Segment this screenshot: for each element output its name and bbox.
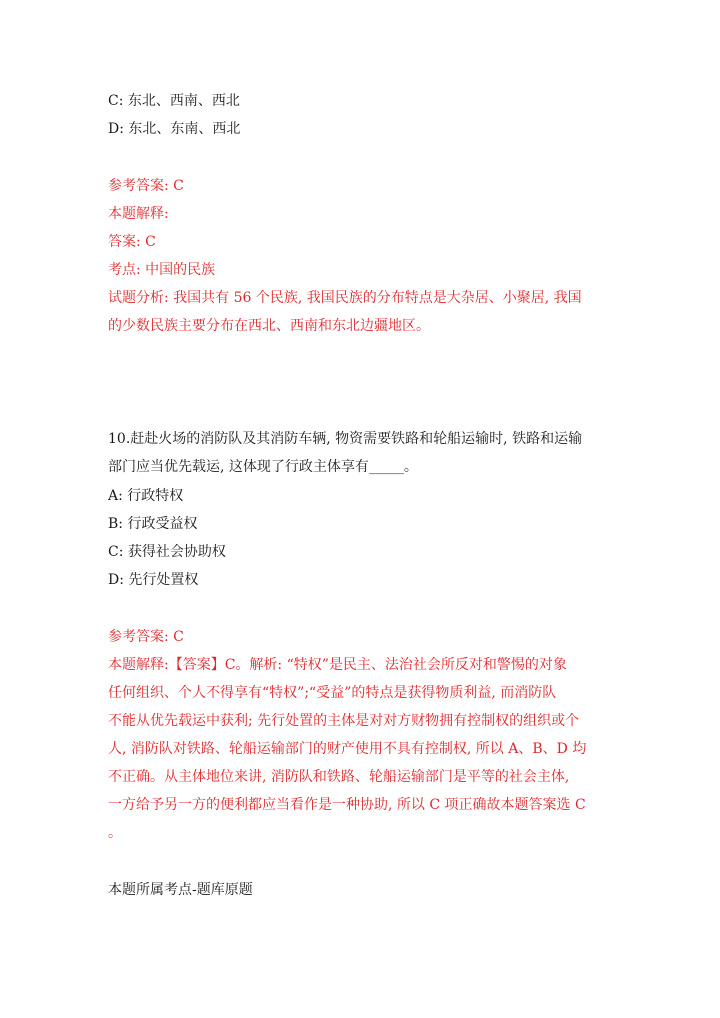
q10-stem-line-2: 部门应当优先载运, 这体现了行政主体享有_____。 [108, 459, 418, 475]
q10-explanation-line-5: 不正确。从主体地位来讲, 消防队和铁路、轮船运输部门是平等的社会主体, [108, 769, 570, 785]
q9-option-d: D: 东北、东南、西北 [108, 121, 241, 137]
q10-explanation-line-4: 人, 消防队对铁路、轮船运输部门的财产使用不具有控制权, 所以 A、B、D 均 [108, 741, 587, 757]
q10-explanation-line-1: 本题解释:【答案】C。解析: “特权”是民主、法治社会所反对和警惕的对象 [108, 657, 567, 673]
q10-option-d: D: 先行处置权 [108, 572, 199, 588]
q10-reference-answer: 参考答案: C [108, 629, 184, 645]
q10-explanation-line-2: 任何组织、个人不得享有“特权”;“受益”的特点是获得物质利益, 而消防队 [108, 685, 557, 701]
q10-option-b: B: 行政受益权 [108, 516, 198, 532]
q10-explanation-line-7: 。 [108, 825, 122, 841]
q9-explanation-label: 本题解释: [108, 206, 169, 222]
q9-reference-answer: 参考答案: C [108, 178, 184, 194]
q10-option-a: A: 行政特权 [108, 488, 184, 504]
q10-explanation-line-3: 不能从优先载运中获利; 先行处置的主体是对对方财物拥有控制权的组织或个 [108, 713, 580, 729]
question-source-note: 本题所属考点-题库原题 [108, 882, 253, 898]
q10-explanation-line-6: 一方给予另一方的便利都应当看作是一种协助, 所以 C 项正确故本题答案选 C [108, 797, 586, 813]
q10-stem-line-1: 10.赶赴火场的消防队及其消防车辆, 物资需要铁路和轮船运输时, 铁路和运输 [108, 431, 583, 447]
q9-analysis-line-2: 的少数民族主要分布在西北、西南和东北边疆地区。 [108, 318, 430, 334]
q10-option-c: C: 获得社会协助权 [108, 544, 226, 560]
q9-answer-line: 答案: C [108, 234, 156, 250]
q9-option-c: C: 东北、西南、西北 [108, 93, 240, 109]
q9-kaodian: 考点: 中国的民族 [108, 262, 216, 278]
q9-analysis-line-1: 试题分析: 我国共有 56 个民族, 我国民族的分布特点是大杂居、小聚居, 我国 [108, 290, 582, 306]
